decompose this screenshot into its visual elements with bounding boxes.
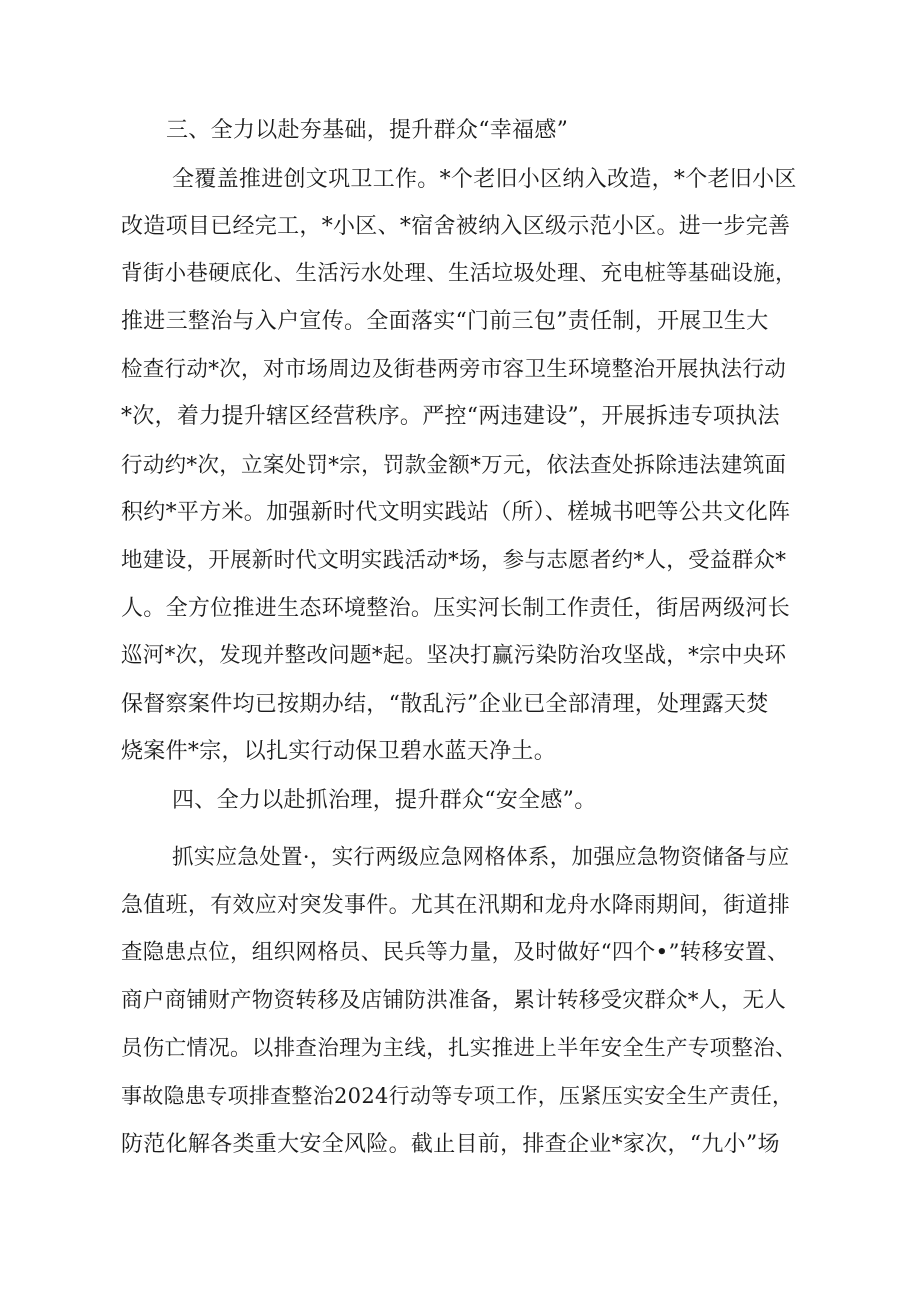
section-3-heading: 三、全力以赴夯基础，提升群众“幸福感” <box>166 118 569 143</box>
paragraph-line: 检查行动*次，对市场周边及街巷两旁市容卫生环境整治开展执法行动 <box>121 357 787 382</box>
paragraph-line: 全覆盖推进创文巩卫工作。*个老旧小区纳入改造，*个老旧小区 <box>172 167 797 192</box>
paragraph-line: 事故隐患专项排查整治2024行动等专项工作，压紧压实安全生产责任， <box>121 1084 794 1108</box>
paragraph-line: 背街小巷硬底化、生活污水处理、生活垃圾处理、充电桩等基础设施， <box>121 261 797 286</box>
paragraph-line: 积约*平方米。加强新时代文明实践站（所）、槎城书吧等公共文化阵 <box>121 500 791 525</box>
paragraph-line: 人。全方位推进生态环境整治。压实河长制工作责任，街居两级河长 <box>121 596 791 621</box>
paragraph-line: 急值班，有效应对突发事件。尤其在汛期和龙舟水降雨期间，街道排 <box>121 893 791 918</box>
paragraph-line: 地建设，开展新时代文明实践活动*场，参与志愿者约*人，受益群众* <box>121 548 787 573</box>
paragraph-line: 保督察案件均已按期办结，“散乱污”企业已全部清理，处理露天焚 <box>121 692 769 717</box>
paragraph-line: 员伤亡情况。以排查治理为主线，扎实推进上半年安全生产专项整治、 <box>121 1036 797 1061</box>
paragraph-line: 行动约*次，立案处罚*宗，罚款金额*万元，依法查处拆除违法建筑面 <box>121 453 787 478</box>
paragraph-line: 改造项目已经完工，*小区、*宿舍被纳入区级示范小区。进一步完善 <box>121 214 791 239</box>
paragraph-line: 巡河*次，发现并整改问题*起。坚决打赢污染防治攻坚战，*宗中央环 <box>121 643 787 668</box>
paragraph-line: 抓实应急处置·，实行两级应急网格体系，加强应急物资储备与应 <box>172 845 790 870</box>
paragraph-line: 烧案件*宗，以扎实行动保卫碧水蓝天净土。 <box>121 739 557 764</box>
paragraph-line: 推进三整治与入户宣传。全面落实“门前三包”责任制，开展卫生大 <box>121 309 769 334</box>
section-4-heading: 四、全力以赴抓治理，提升群众“安全感”。 <box>172 788 597 813</box>
paragraph-line: 防范化解各类重大安全风险。截止目前，排查企业*家次，“九小”场 <box>121 1132 780 1157</box>
paragraph-line: 查隐患点位，组织网格员、民兵等力量，及时做好“四个•”转移安置、 <box>121 940 789 965</box>
paragraph-line: 商户商铺财产物资转移及店铺防洪准备，累计转移受灾群众*人，无人 <box>121 988 787 1013</box>
paragraph-line: *次，着力提升辖区经营秩序。严控“两违建设”，开展拆违专项执法 <box>121 404 780 429</box>
